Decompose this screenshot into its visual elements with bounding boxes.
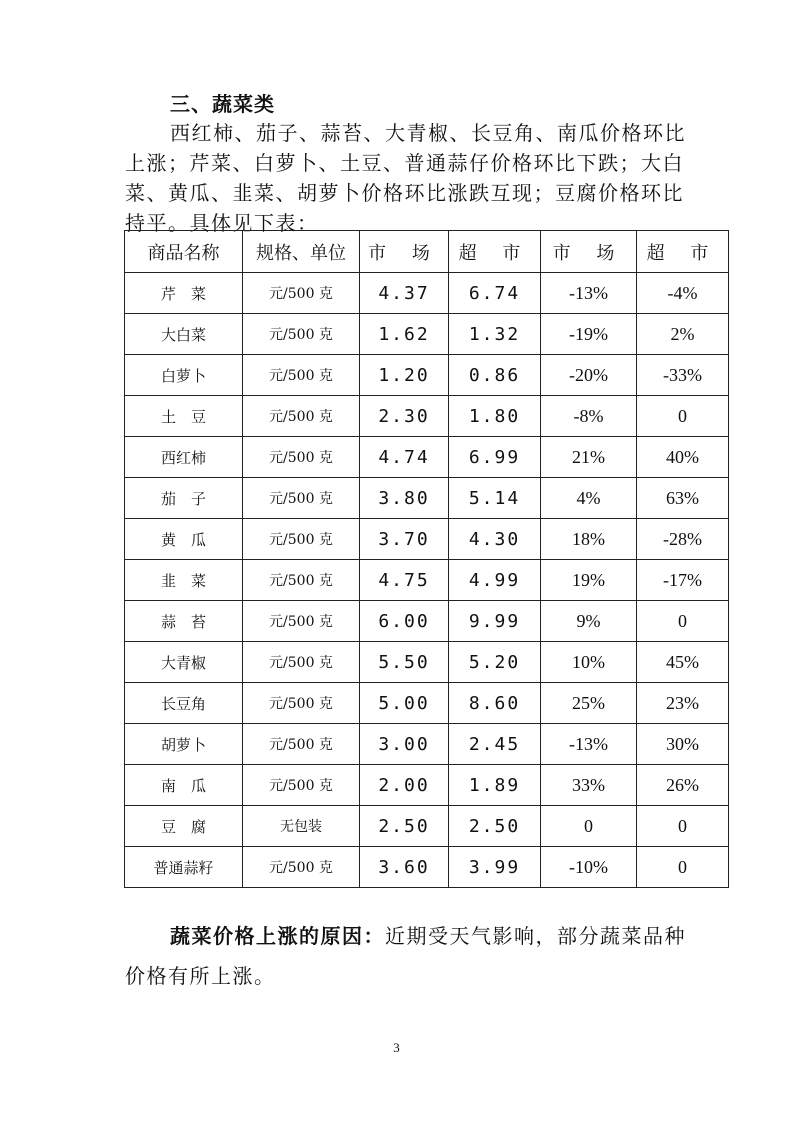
cell-spec-unit: 元/500 克 <box>243 683 360 724</box>
table-row <box>125 724 729 765</box>
cell-market-change: 0 <box>541 806 637 847</box>
table-row <box>125 560 729 601</box>
cell-supermarket-change: 2% <box>637 314 729 355</box>
cell-spec-unit: 元/500 克 <box>243 437 360 478</box>
cell-supermarket-price: 3.99 <box>449 847 541 888</box>
cell-supermarket-change: 0 <box>637 847 729 888</box>
header-spec-unit: 规格、单位 <box>243 231 360 273</box>
cell-product-name: 蒜 苔 <box>125 601 243 642</box>
cell-product-name: 豆 腐 <box>125 806 243 847</box>
cell-supermarket-price: 1.32 <box>449 314 541 355</box>
cell-product-name: 土 豆 <box>125 396 243 437</box>
cell-market-change: 4% <box>541 478 637 519</box>
cell-supermarket-price: 8.60 <box>449 683 541 724</box>
cell-product-name: 胡萝卜 <box>125 724 243 765</box>
cell-product-name: 普通蒜籽 <box>125 847 243 888</box>
cell-spec-unit: 元/500 克 <box>243 396 360 437</box>
cell-product-name: 长豆角 <box>125 683 243 724</box>
header-supermarket-change: 超 市 <box>637 231 729 273</box>
cell-market-change: -10% <box>541 847 637 888</box>
cell-market-change: 18% <box>541 519 637 560</box>
cell-market-change: -13% <box>541 724 637 765</box>
cell-product-name: 韭 菜 <box>125 560 243 601</box>
table-row <box>125 765 729 806</box>
cell-spec-unit: 元/500 克 <box>243 847 360 888</box>
table-row <box>125 806 729 847</box>
cell-supermarket-price: 9.99 <box>449 601 541 642</box>
cell-spec-unit: 无包装 <box>243 806 360 847</box>
cell-supermarket-price: 5.14 <box>449 478 541 519</box>
cell-market-price: 3.70 <box>360 519 449 560</box>
price-rise-reason <box>125 916 705 996</box>
table-row <box>125 642 729 683</box>
cell-supermarket-change: 0 <box>637 396 729 437</box>
cell-supermarket-change: 30% <box>637 724 729 765</box>
cell-supermarket-price: 4.30 <box>449 519 541 560</box>
cell-market-price: 2.30 <box>360 396 449 437</box>
cell-market-price: 4.75 <box>360 560 449 601</box>
cell-supermarket-change: 40% <box>637 437 729 478</box>
cell-supermarket-price: 6.99 <box>449 437 541 478</box>
cell-product-name: 白萝卜 <box>125 355 243 396</box>
table-header-row <box>125 231 729 273</box>
cell-supermarket-price: 2.50 <box>449 806 541 847</box>
table-row <box>125 437 729 478</box>
cell-market-change: 33% <box>541 765 637 806</box>
cell-market-change: 21% <box>541 437 637 478</box>
table-row <box>125 847 729 888</box>
table-row <box>125 601 729 642</box>
cell-supermarket-price: 0.86 <box>449 355 541 396</box>
cell-spec-unit: 元/500 克 <box>243 765 360 806</box>
price-table <box>124 230 729 888</box>
header-market-change: 市 场 <box>541 231 637 273</box>
cell-market-price: 5.00 <box>360 683 449 724</box>
cell-market-change: -19% <box>541 314 637 355</box>
cell-spec-unit: 元/500 克 <box>243 273 360 314</box>
cell-supermarket-change: -33% <box>637 355 729 396</box>
cell-spec-unit: 元/500 克 <box>243 724 360 765</box>
cell-market-price: 3.00 <box>360 724 449 765</box>
cell-supermarket-price: 1.80 <box>449 396 541 437</box>
cell-supermarket-price: 2.45 <box>449 724 541 765</box>
header-market-price: 市 场 <box>360 231 449 273</box>
cell-product-name: 黄 瓜 <box>125 519 243 560</box>
cell-product-name: 茄 子 <box>125 478 243 519</box>
cell-product-name: 西红柿 <box>125 437 243 478</box>
cell-market-price: 1.62 <box>360 314 449 355</box>
table-row <box>125 396 729 437</box>
cell-spec-unit: 元/500 克 <box>243 601 360 642</box>
cell-market-price: 2.50 <box>360 806 449 847</box>
reason-lead: 蔬菜价格上涨的原因： <box>170 924 385 948</box>
cell-market-change: -13% <box>541 273 637 314</box>
cell-supermarket-change: 45% <box>637 642 729 683</box>
header-product-name: 商品名称 <box>125 231 243 273</box>
cell-spec-unit: 元/500 克 <box>243 519 360 560</box>
cell-supermarket-change: 26% <box>637 765 729 806</box>
table-row <box>125 683 729 724</box>
cell-market-price: 4.74 <box>360 437 449 478</box>
cell-market-change: -20% <box>541 355 637 396</box>
cell-supermarket-change: 23% <box>637 683 729 724</box>
cell-product-name: 大白菜 <box>125 314 243 355</box>
cell-market-change: 10% <box>541 642 637 683</box>
reason-text: 近期受天气影响，部分蔬菜品种价格有所上涨。 <box>125 924 686 988</box>
cell-spec-unit: 元/500 克 <box>243 478 360 519</box>
cell-market-price: 2.00 <box>360 765 449 806</box>
cell-market-change: 25% <box>541 683 637 724</box>
cell-spec-unit: 元/500 克 <box>243 314 360 355</box>
cell-market-price: 5.50 <box>360 642 449 683</box>
cell-supermarket-change: -4% <box>637 273 729 314</box>
cell-supermarket-price: 6.74 <box>449 273 541 314</box>
cell-supermarket-price: 1.89 <box>449 765 541 806</box>
cell-market-price: 6.00 <box>360 601 449 642</box>
table-row <box>125 478 729 519</box>
cell-market-change: 9% <box>541 601 637 642</box>
header-supermarket-price: 超 市 <box>449 231 541 273</box>
table-row <box>125 273 729 314</box>
cell-product-name: 芹 菜 <box>125 273 243 314</box>
cell-spec-unit: 元/500 克 <box>243 642 360 683</box>
cell-supermarket-change: -28% <box>637 519 729 560</box>
section-heading: 三、蔬菜类 <box>170 92 275 116</box>
cell-supermarket-price: 4.99 <box>449 560 541 601</box>
cell-spec-unit: 元/500 克 <box>243 355 360 396</box>
cell-market-change: -8% <box>541 396 637 437</box>
cell-market-price: 1.20 <box>360 355 449 396</box>
table-row <box>125 314 729 355</box>
cell-market-change: 19% <box>541 560 637 601</box>
cell-supermarket-change: -17% <box>637 560 729 601</box>
cell-product-name: 大青椒 <box>125 642 243 683</box>
cell-spec-unit: 元/500 克 <box>243 560 360 601</box>
cell-supermarket-price: 5.20 <box>449 642 541 683</box>
cell-market-price: 3.80 <box>360 478 449 519</box>
table-body <box>125 273 729 888</box>
cell-supermarket-change: 63% <box>637 478 729 519</box>
cell-market-price: 4.37 <box>360 273 449 314</box>
page-number: 3 <box>393 1040 400 1055</box>
cell-supermarket-change: 0 <box>637 806 729 847</box>
table-row <box>125 355 729 396</box>
cell-product-name: 南 瓜 <box>125 765 243 806</box>
section-intro: 西红柿、茄子、蒜苔、大青椒、长豆角、南瓜价格环比上涨；芹菜、白萝卜、土豆、普通蒜仔价格环比下跌；大白菜、黄瓜、韭菜、胡萝卜价格环比涨跌互现；豆腐价格环比持平。具体见下表： <box>125 121 686 235</box>
table-row <box>125 519 729 560</box>
cell-supermarket-change: 0 <box>637 601 729 642</box>
cell-market-price: 3.60 <box>360 847 449 888</box>
